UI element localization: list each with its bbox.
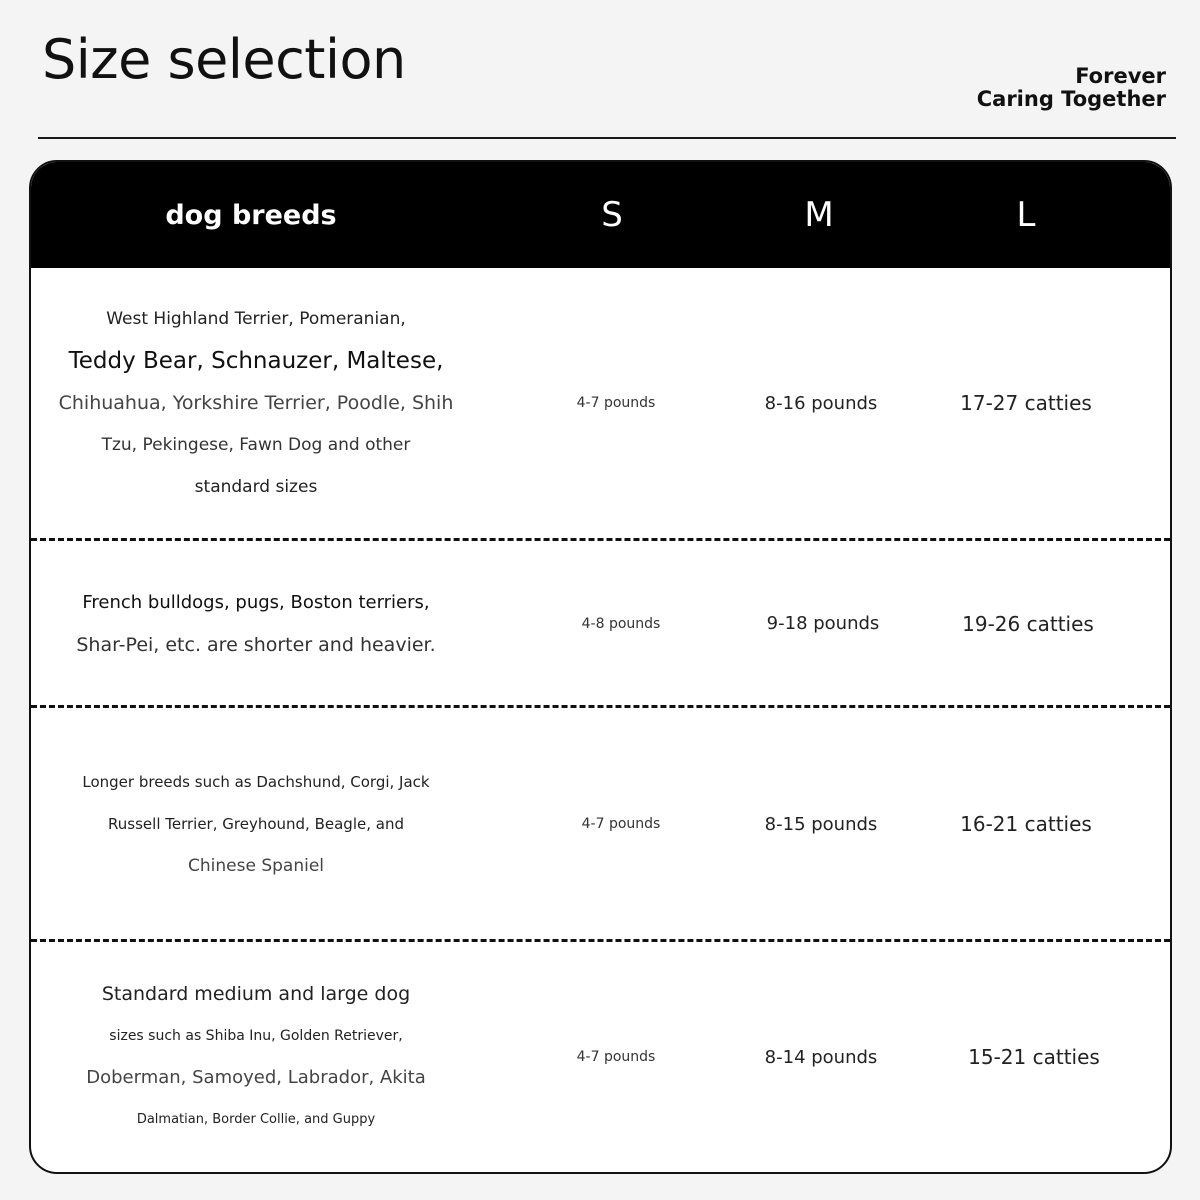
table-row	[31, 268, 1170, 538]
column-header-m: M	[804, 195, 834, 235]
breed-line: standard sizes	[194, 477, 318, 497]
column-header-s: S	[601, 195, 623, 235]
breed-line: Standard medium and large dog	[101, 983, 411, 1005]
table-header	[31, 162, 1170, 268]
table-row	[31, 541, 1170, 706]
breed-line: Russell Terrier, Greyhound, Beagle, and	[108, 815, 404, 833]
size-s-value: 4-8 pounds	[581, 615, 661, 632]
breed-line: Doberman, Samoyed, Labrador, Akita	[86, 1067, 426, 1088]
table-row	[31, 942, 1170, 1172]
size-l-value: 19-26 catties	[962, 611, 1094, 636]
size-m-value: 8-14 pounds	[764, 1046, 878, 1068]
tagline-line-1: Forever	[1075, 64, 1166, 88]
breed-line: Tzu, Pekingese, Fawn Dog and other	[101, 435, 411, 455]
breed-line: Chihuahua, Yorkshire Terrier, Poodle, Shih	[58, 392, 454, 414]
column-header-l: L	[1016, 195, 1036, 235]
size-l-value: 17-27 catties	[960, 391, 1092, 415]
size-m-value: 8-16 pounds	[764, 392, 878, 414]
breed-line: French bulldogs, pugs, Boston terriers,	[82, 591, 430, 613]
title-divider	[38, 137, 1176, 139]
breed-cell	[41, 268, 471, 538]
breed-cell	[41, 541, 471, 706]
breed-line: Shar-Pei, etc. are shorter and heavier.	[76, 633, 436, 656]
size-l-value: 16-21 catties	[960, 812, 1092, 836]
breed-line: sizes such as Shiba Inu, Golden Retriever,	[109, 1028, 403, 1044]
size-s-value: 4-7 pounds	[576, 1049, 656, 1065]
brand-tagline	[977, 65, 1166, 111]
breed-line: Dalmatian, Border Collie, and Guppy	[136, 1112, 376, 1127]
breed-line: Longer breeds such as Dachshund, Corgi, Jack	[82, 773, 430, 791]
breed-cell	[41, 942, 471, 1172]
size-l-value: 15-21 catties	[968, 1045, 1100, 1069]
breed-cell	[41, 708, 471, 940]
size-m-value: 9-18 pounds	[766, 613, 880, 634]
column-header-breeds: dog breeds	[165, 199, 337, 231]
breed-line: Chinese Spaniel	[188, 856, 324, 876]
tagline-line-2: Caring Together	[976, 87, 1166, 111]
size-m-value: 8-15 pounds	[764, 813, 878, 835]
table-row	[31, 708, 1170, 940]
page-title: Size selection	[42, 28, 406, 91]
breed-line: West Highland Terrier, Pomeranian,	[106, 309, 406, 329]
size-s-value: 4-7 pounds	[576, 395, 656, 411]
size-table	[29, 160, 1172, 1174]
breed-line: Teddy Bear, Schnauzer, Maltese,	[68, 348, 444, 374]
size-s-value: 4-7 pounds	[581, 816, 661, 832]
